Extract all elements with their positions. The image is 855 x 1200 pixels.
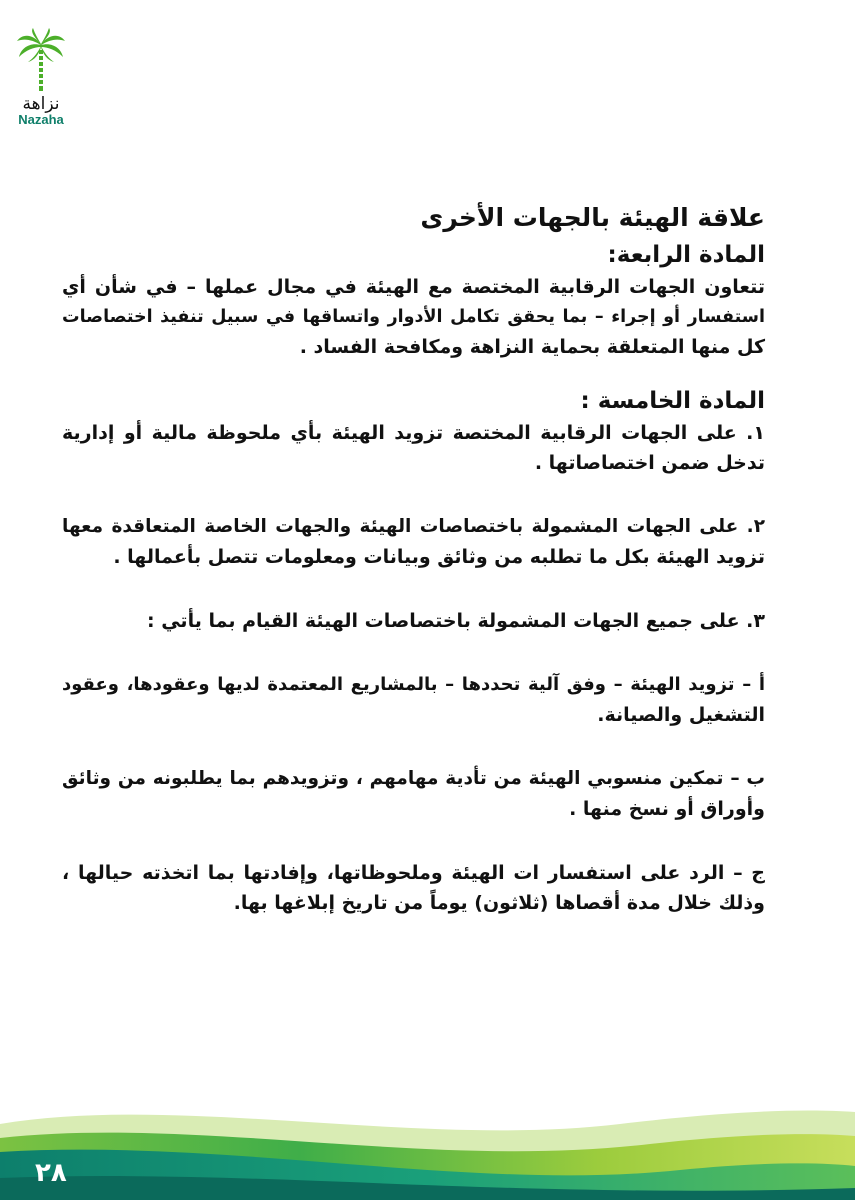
article-5-heading: المادة الخامسة : [580,388,765,414]
item-b-line: ب – تمكين منسوبي الهيئة من تأدية مهامهم ، وتزويدهم بما يطلبونه من وثائق [62,768,765,789]
article-4-heading: المادة الرابعة: [607,242,765,268]
footer-wave-decoration [0,1090,855,1200]
logo-arabic-text: نزاهة [22,94,60,114]
clause-1-line: ١. على الجهات الرقابية المختصة تزويد الهيئة بأي ملحوظة مالية أو إدارية [62,422,765,444]
page-title: علاقة الهيئة بالجهات الأخرى [420,203,765,232]
item-a-line: التشغيل والصيانة. [597,704,765,726]
article-4-line: تتعاون الجهات الرقابية المختصة مع الهيئة في مجال عملها – في شأن أي [62,276,765,298]
clause-2-line: ٢. على الجهات المشمولة باختصاصات الهيئة والجهات الخاصة المتعاقدة معها [62,516,765,537]
item-b-line: وأوراق أو نسخ منها . [569,798,765,820]
clause-1-line: تدخل ضمن اختصاصاتها . [534,452,765,474]
document-body [62,198,765,918]
logo-english-text: Nazaha [18,112,64,127]
clause-3-line: ٣. على جميع الجهات المشمولة باختصاصات الهيئة القيام بما يأتي : [147,610,765,632]
nazaha-logo [10,28,72,127]
item-a-line: أ – تزويد الهيئة – وفق آلية تحددها – بالمشاريع المعتمدة لديها وعقودها، وعقود [62,674,765,695]
article-4-line: استفسار أو إجراء – بما يحقق تكامل الأدوار واتساقها في سبيل تنفيذ اختصاصات [62,307,765,327]
item-c-line: ج – الرد على استفسار ات الهيئة وملحوظاتها، وإفادتها بما اتخذته حيالها ، [62,862,765,884]
article-4-line: كل منها المتعلقة بحماية النزاهة ومكافحة الفساد . [299,336,765,358]
item-c-line: وذلك خلال مدة أقصاها (ثلاثون) يوماً من تاريخ إبلاغها بها. [233,892,765,914]
page-number: ٢٨ [35,1158,67,1188]
clause-2-line: تزويد الهيئة بكل ما تطلبه من وثائق وبيانات ومعلومات تتصل بأعمالها . [113,546,765,568]
palm-tree-icon [16,28,66,98]
